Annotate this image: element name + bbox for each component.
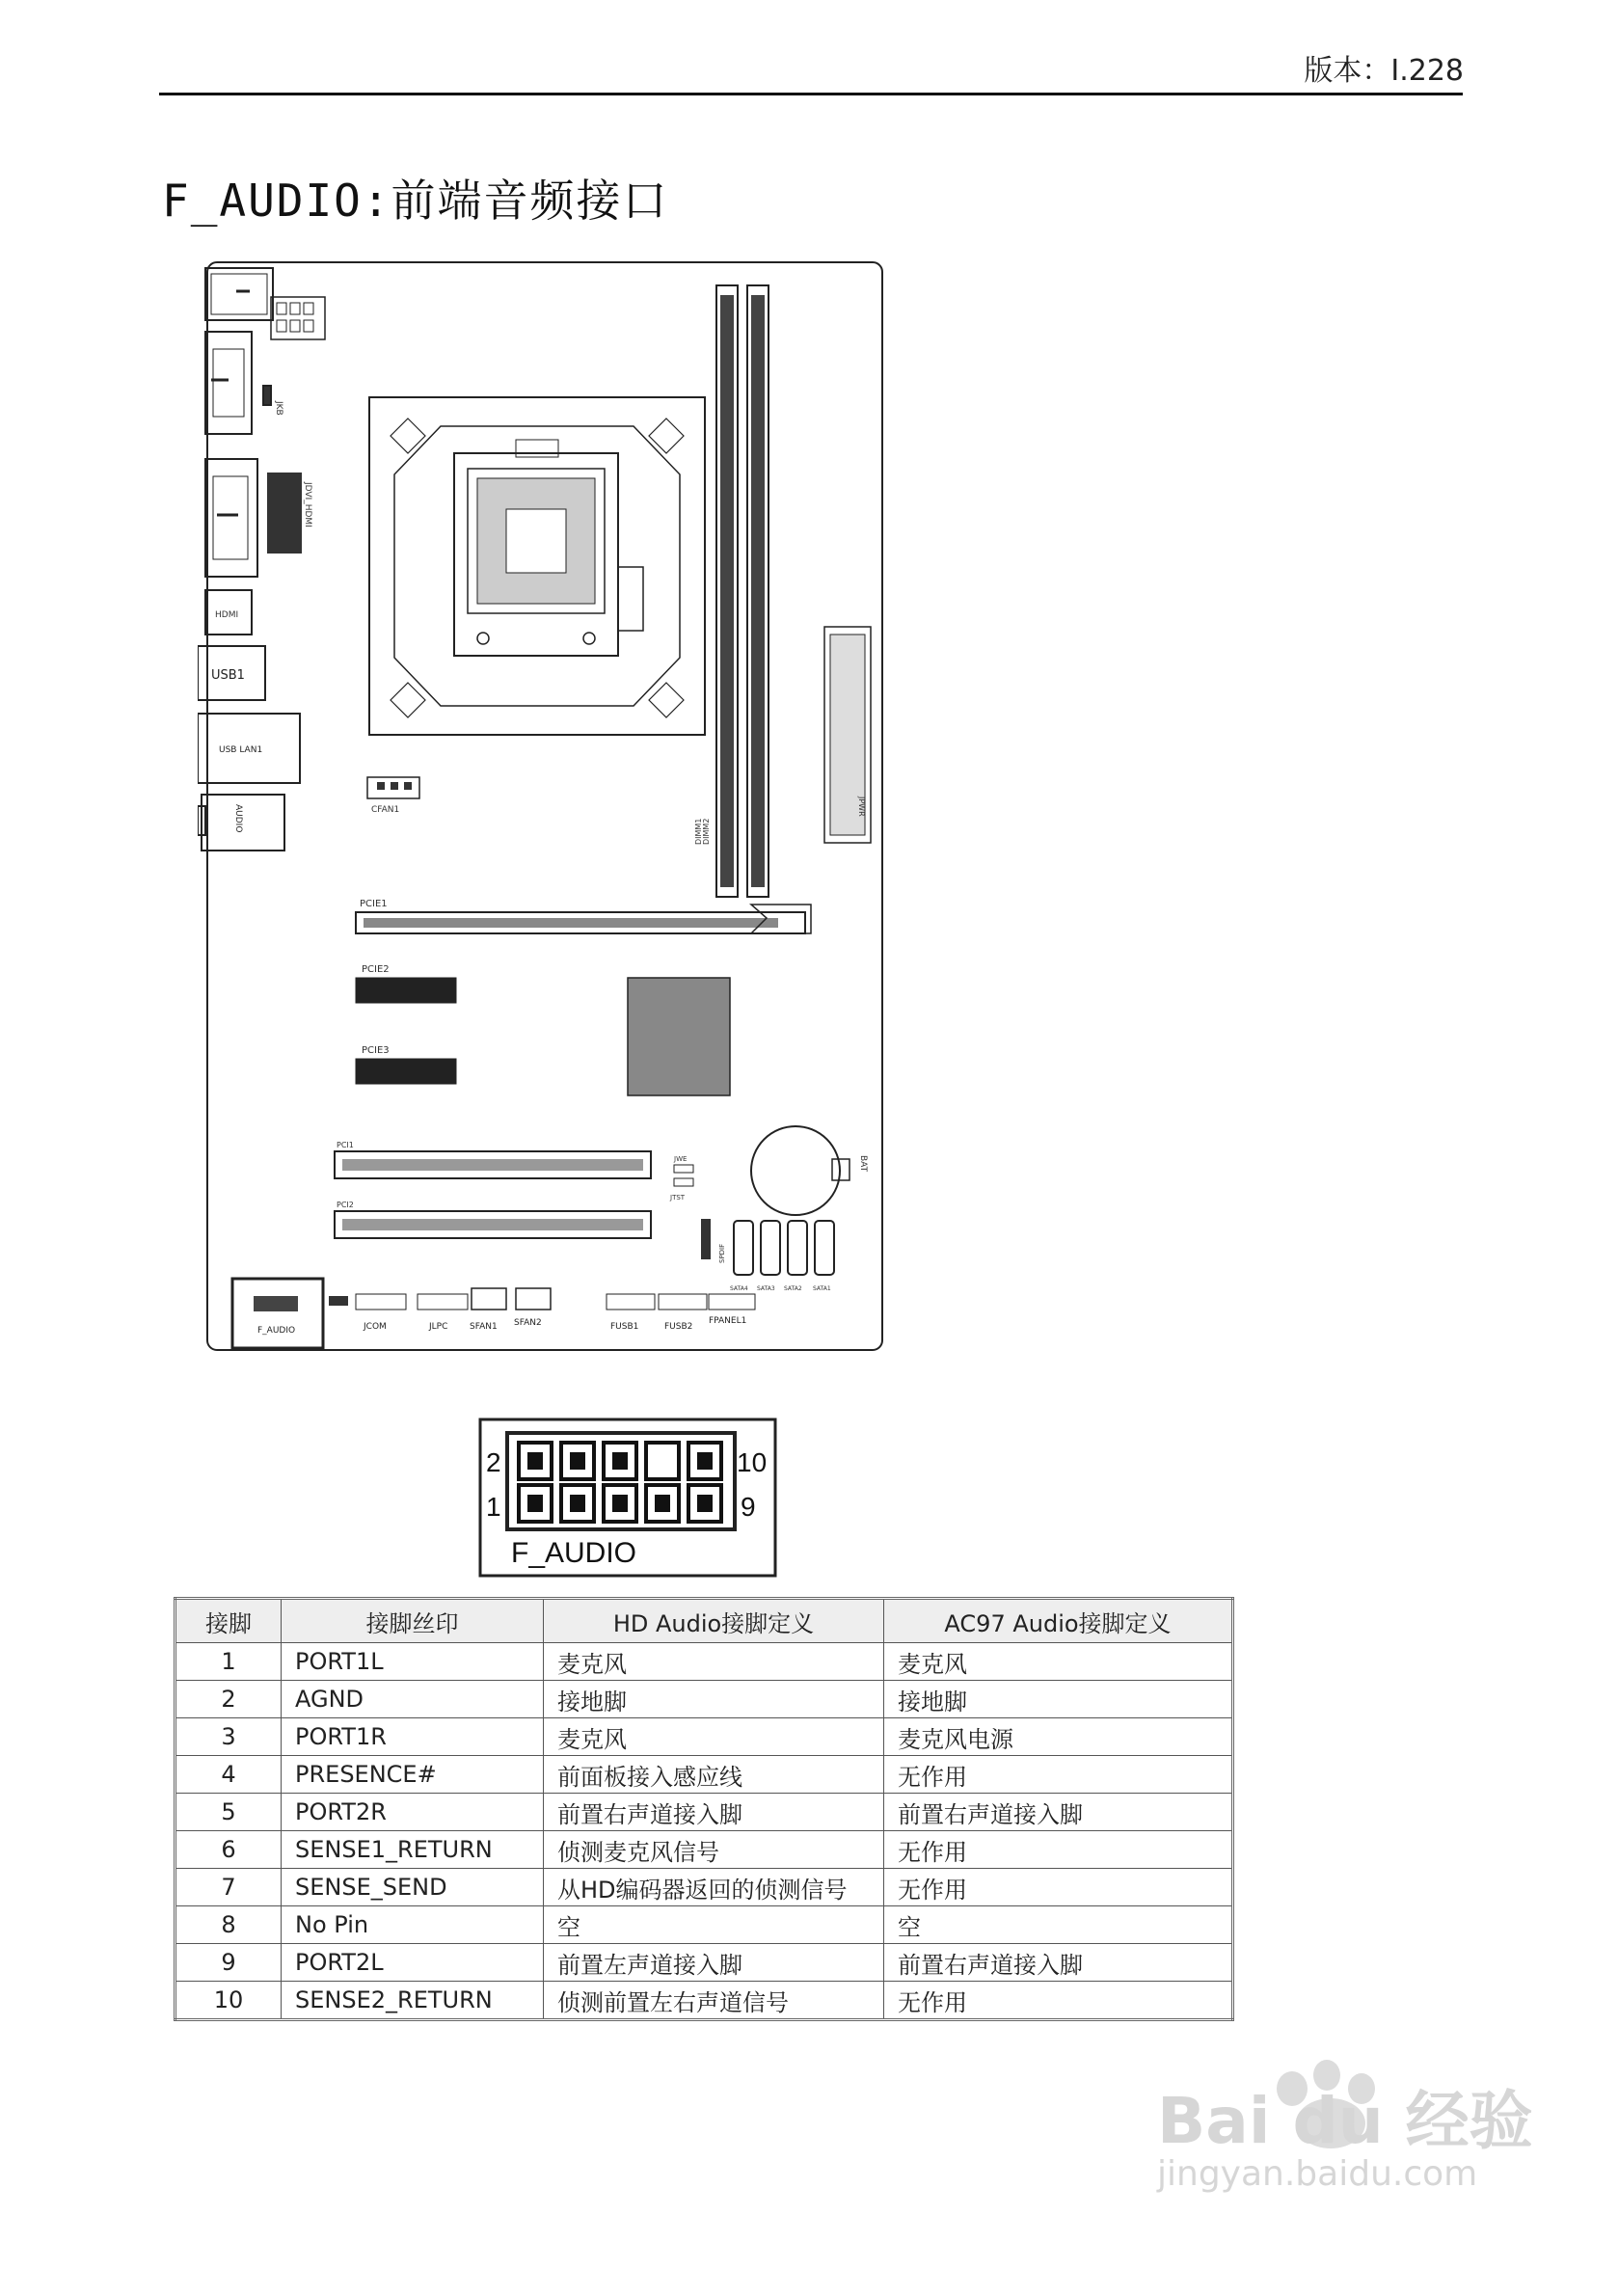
column-header: 接脚丝印	[282, 1599, 544, 1643]
svg-text:JTST: JTST	[670, 1194, 686, 1202]
svg-text:SATA1: SATA1	[813, 1285, 831, 1292]
table-row: 1 PORT1L 麦克风 麦克风	[175, 1643, 1233, 1681]
pin-label-9: 9	[741, 1492, 756, 1522]
fusb2-header	[659, 1294, 707, 1310]
column-header: 接脚	[175, 1599, 282, 1643]
column-header: AC97 Audio接脚定义	[884, 1599, 1233, 1643]
table-row: 6 SENSE1_RETURN 侦测麦克风信号 无作用	[175, 1831, 1233, 1869]
svg-text:JCOM: JCOM	[364, 1322, 387, 1332]
pcie-x1-slot-2	[356, 978, 456, 1003]
svg-text:USB1: USB1	[211, 668, 245, 683]
sata-port-4	[734, 1221, 753, 1275]
motherboard-diagram	[198, 257, 892, 1358]
svg-text:USB LAN1: USB LAN1	[219, 745, 263, 755]
f-audio-highlight-box	[232, 1279, 323, 1348]
version-label: 版本：I.228	[1304, 54, 1464, 88]
svg-text:SATA4: SATA4	[730, 1285, 748, 1292]
pin-8-empty	[646, 1443, 679, 1479]
header-rule	[159, 93, 1463, 95]
svg-text:PCIE2: PCIE2	[362, 964, 390, 975]
svg-text:PCI1: PCI1	[337, 1141, 354, 1149]
svg-text:DIMM1: DIMM1	[694, 818, 703, 845]
sfan2-header	[516, 1288, 551, 1310]
connector-label: F_AUDIO	[511, 1537, 637, 1569]
svg-text:SATA2: SATA2	[784, 1285, 802, 1292]
svg-text:HDMI: HDMI	[215, 610, 239, 620]
jcom-header	[356, 1294, 406, 1310]
pin-definition-table	[174, 1597, 1234, 2021]
table-row: 9 PORT2L 前置左声道接入脚 前置右声道接入脚	[175, 1944, 1233, 1982]
pin-label-1: 1	[486, 1492, 501, 1522]
svg-text:PCIE1: PCIE1	[360, 899, 388, 909]
fusb1-header	[607, 1294, 655, 1310]
watermark-url: jingyan.baidu.com	[1157, 2154, 1478, 2194]
svg-text:F_AUDIO: F_AUDIO	[257, 1326, 296, 1336]
table-row: 5 PORT2R 前置右声道接入脚 前置右声道接入脚	[175, 1794, 1233, 1831]
vga-port	[205, 332, 252, 434]
table-header-row	[175, 1599, 1233, 1643]
table-row: 4 PRESENCE# 前面板接入感应线 无作用	[175, 1756, 1233, 1794]
svg-text:PCIE3: PCIE3	[362, 1045, 390, 1056]
svg-text:DIMM2: DIMM2	[702, 818, 711, 845]
sata-port-3	[761, 1221, 780, 1275]
sata-port-1	[815, 1221, 834, 1275]
table-row: 8 No Pin 空 空	[175, 1906, 1233, 1944]
baidu-watermark	[1147, 2054, 1552, 2199]
svg-text:SFAN1: SFAN1	[470, 1322, 498, 1332]
pin-label-10: 10	[737, 1447, 768, 1477]
table-row: 3 PORT1R 麦克风 麦克风电源	[175, 1718, 1233, 1756]
svg-text:FUSB2: FUSB2	[664, 1322, 693, 1332]
rear-io-ps2	[205, 268, 273, 320]
column-header: HD Audio接脚定义	[544, 1599, 884, 1643]
page-title: F_AUDIO:前端音频接口	[162, 175, 669, 227]
atx-12v-connector	[271, 297, 325, 339]
svg-text:AUDIO: AUDIO	[233, 804, 243, 833]
watermark-brand: Bai du 经验	[1157, 2084, 1533, 2158]
board-outline	[207, 262, 882, 1350]
svg-text:SATA3: SATA3	[757, 1285, 775, 1292]
svg-text:SFAN2: SFAN2	[514, 1318, 542, 1328]
sfan1-header	[472, 1288, 506, 1310]
svg-text:BAT: BAT	[858, 1155, 868, 1173]
svg-text:FUSB1: FUSB1	[610, 1322, 639, 1332]
sata-port-2	[788, 1221, 807, 1275]
board-label: JDVI_HDMI	[303, 482, 312, 527]
svg-text:FPANEL1: FPANEL1	[709, 1316, 747, 1326]
table-row: 2 AGND 接地脚 接地脚	[175, 1681, 1233, 1718]
chipset	[628, 978, 730, 1095]
svg-text:PCI2: PCI2	[337, 1201, 354, 1209]
cmos-battery	[751, 1126, 840, 1215]
pcie-x1-slot-3	[356, 1059, 456, 1084]
svg-text:JPWR: JPWR	[857, 797, 866, 817]
jlpc-header	[418, 1294, 468, 1310]
f-audio-pin-header	[478, 1418, 779, 1580]
table-row: 7 SENSE_SEND 从HD编码器返回的侦测信号 无作用	[175, 1869, 1233, 1906]
svg-text:JWE: JWE	[674, 1155, 688, 1163]
fpanel1-header	[709, 1294, 755, 1310]
board-label: JKB	[274, 401, 283, 416]
table-row: 10 SENSE2_RETURN 侦测前置左右声道信号 无作用	[175, 1982, 1233, 2020]
pin-label-2: 2	[486, 1447, 501, 1477]
svg-text:SPDIF: SPDIF	[718, 1243, 726, 1263]
svg-text:JLPC: JLPC	[429, 1322, 448, 1332]
svg-text:CFAN1: CFAN1	[371, 805, 400, 815]
